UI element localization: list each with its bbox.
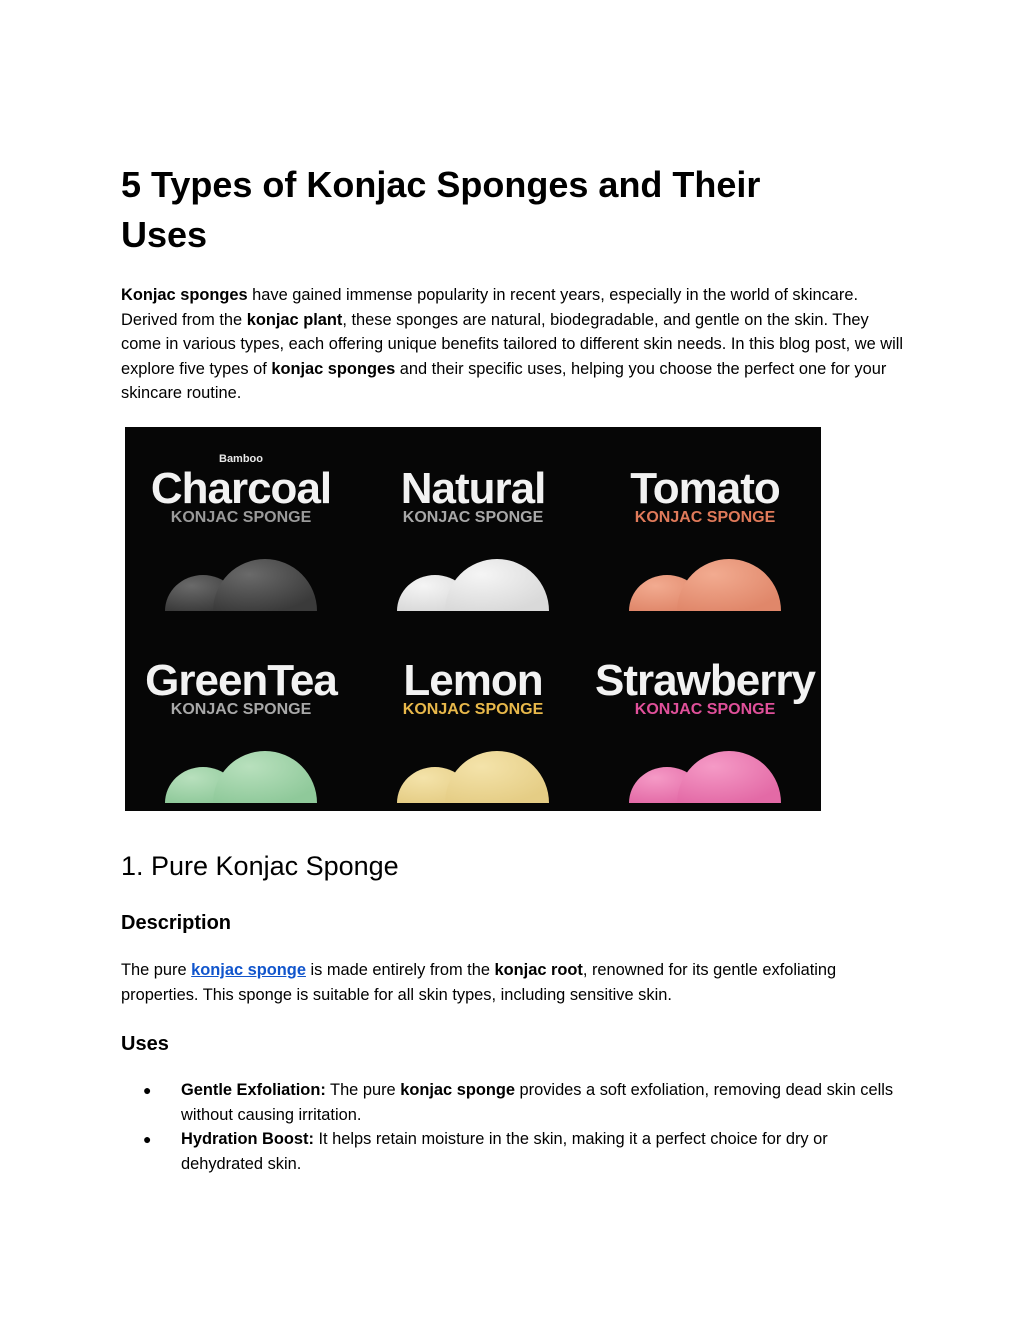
sponge-panel-green-tea: [125, 619, 357, 811]
panel-name: Lemon: [403, 656, 543, 705]
bold-text: konjac sponges: [271, 359, 396, 378]
large-sponge: [445, 559, 549, 611]
panel-name: GreenTea: [145, 656, 337, 705]
sponge-illustration: [589, 719, 821, 811]
page-title: 5 Types of Konjac Sponges and Their Uses: [121, 164, 761, 255]
panel-name: Natural: [400, 464, 546, 513]
text-run: is made entirely from the: [305, 961, 495, 979]
text-run: It helps retain moisture in the skin, making it a perfect choice for dry or dehydrated skin.: [181, 1130, 828, 1173]
sponge-panel-lemon: [357, 619, 589, 811]
panel-name: Charcoal: [150, 464, 332, 513]
bold-text: Hydration Boost:: [181, 1130, 314, 1148]
sponge-panel-charcoal: [125, 427, 357, 619]
large-sponge: [445, 751, 549, 803]
bold-text: Konjac sponges: [121, 286, 248, 304]
text-run: The pure: [121, 961, 192, 979]
panel-tag: KONJAC SPONGE: [170, 509, 312, 526]
text-run: , renowned for its gentle exfoliating properties. This sponge is suitable for all skin types, including sensitive skin.: [121, 961, 837, 1004]
sponge-panel-strawberry: [589, 619, 821, 811]
panel-tag: KONJAC SPONGE: [170, 701, 312, 718]
list-item-text: [181, 1130, 828, 1173]
sponge-illustration: [357, 527, 589, 619]
list-item-text: [181, 1081, 893, 1124]
intro-paragraph: [121, 283, 905, 406]
description-paragraph: [121, 958, 905, 1007]
panel-tag: KONJAC SPONGE: [402, 701, 544, 718]
large-sponge: [213, 751, 317, 803]
uses-heading: Uses: [121, 1033, 169, 1055]
sponge-illustration: [125, 719, 357, 811]
bold-text: konjac sponge: [400, 1081, 515, 1099]
panel-tag: KONJAC SPONGE: [634, 509, 776, 526]
bullet-icon: ●: [143, 1131, 152, 1147]
text-run: The pure: [325, 1081, 401, 1099]
text-run: , these sponges are natural, biodegradable, and gentle on the skin. They come in various types, each offering unique benefits tailored to different skin needs. In this blog post, we will explore five types of: [121, 310, 904, 378]
konjac-sponge-link[interactable]: konjac sponge: [191, 961, 306, 979]
sponge-panel-tomato: [589, 427, 821, 619]
text-run: have gained immense popularity in recent years, especially in the world of skincare. Derived from the: [121, 286, 859, 329]
sponge-panel-natural: [357, 427, 589, 619]
panel-name: Tomato: [630, 464, 780, 513]
panel-tag: KONJAC SPONGE: [402, 509, 544, 526]
sponge-illustration: [357, 719, 589, 811]
bold-text: konjac root: [494, 961, 583, 979]
konjac-sponges-image: [125, 427, 821, 811]
panel-subtitle: Bamboo: [219, 453, 263, 465]
sponge-illustration: [125, 527, 357, 619]
sponge-illustration: [589, 527, 821, 619]
bold-text: konjac plant: [246, 310, 343, 329]
large-sponge: [677, 751, 781, 803]
list-item: [121, 1078, 905, 1127]
large-sponge: [677, 559, 781, 611]
large-sponge: [213, 559, 317, 611]
list-item: [121, 1127, 905, 1176]
section-heading: 1. Pure Konjac Sponge: [121, 851, 399, 881]
description-heading: Description: [121, 912, 232, 934]
bold-text: Gentle Exfoliation:: [181, 1081, 326, 1099]
text-run: provides a soft exfoliation, removing dead skin cells without causing irritation.: [181, 1081, 894, 1124]
panel-tag: KONJAC SPONGE: [634, 701, 776, 718]
uses-list: [121, 1078, 905, 1176]
bullet-icon: ●: [143, 1082, 152, 1098]
text-run: and their specific uses, helping you choose the perfect one for your skincare routine.: [121, 359, 887, 402]
panel-name: Strawberry: [595, 656, 815, 705]
